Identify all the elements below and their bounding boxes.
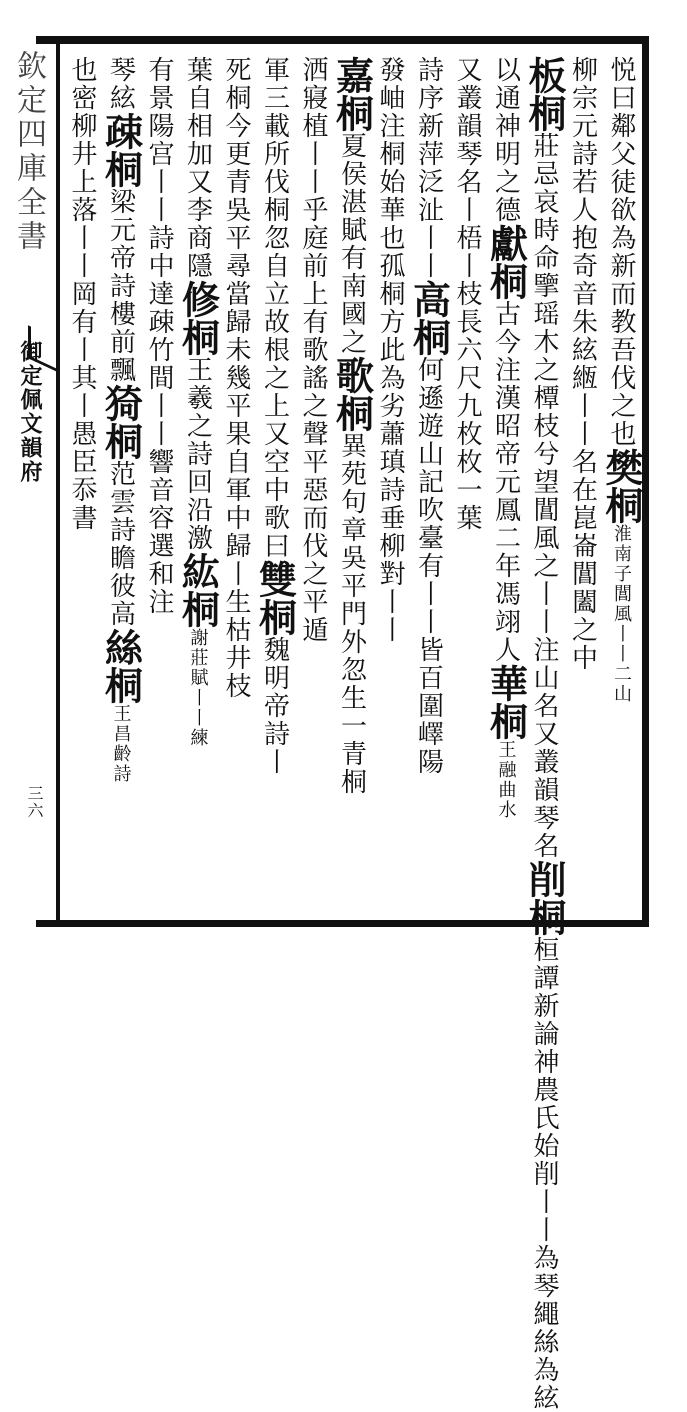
margin-strip bbox=[0, 40, 56, 920]
body-text: 梁元帝詩樓前飄 bbox=[105, 188, 136, 384]
annotation-text: 王昌齡詩 bbox=[110, 704, 132, 784]
text-column bbox=[98, 56, 144, 912]
entry-headword: 華桐 bbox=[483, 664, 529, 740]
text-column bbox=[522, 56, 567, 1412]
body-text: 丨梧丨枝長六尺九枚枚一葉 bbox=[452, 196, 482, 532]
body-text: 也 bbox=[67, 56, 97, 84]
body-text: 古今注漢昭帝元鳳二年馮翊人 bbox=[490, 300, 521, 664]
body-text: 軍三載所伐桐忽自立故根之上又空中歌曰 bbox=[259, 56, 290, 560]
body-text: 以通神明之德 bbox=[490, 56, 521, 224]
entry-headword: 削桐 bbox=[522, 860, 567, 936]
entry-headword: 修桐 bbox=[175, 280, 221, 356]
entry-headword: 高桐 bbox=[406, 280, 452, 356]
body-text: 柳宗元詩若人抱奇音朱絃緪丨丨名在崑崙閶闔之中 bbox=[567, 56, 598, 672]
body-text: 有景陽宫丨丨詩 bbox=[144, 56, 174, 252]
text-column bbox=[217, 56, 256, 912]
body-text: 響音容選和注 bbox=[144, 448, 174, 616]
annotation-text: 淮南子閶風丨丨二山 bbox=[611, 524, 632, 704]
text-column bbox=[448, 56, 487, 912]
text-column bbox=[599, 56, 644, 912]
text-column bbox=[140, 56, 179, 912]
body-text: 上有歌謠之聲平惡而伐之平遁 bbox=[298, 280, 328, 644]
book-title: 欽定四庫全書 bbox=[11, 50, 46, 254]
section-title: 御定佩文韻府 bbox=[17, 340, 43, 484]
body-text: 岡有丨其丨 bbox=[67, 280, 97, 420]
entry-headword: 嘉桐 bbox=[329, 56, 375, 132]
body-text: 異苑句章吳平門外忽生一青桐 bbox=[336, 432, 367, 796]
body-text: 王羲之詩回沿激 bbox=[182, 356, 213, 552]
body-text: 發岫注桐始華也 bbox=[375, 56, 405, 252]
body-text: 悦曰鄰父徒欲為新而教吾伐之也 bbox=[606, 56, 636, 448]
entry-headword: 歌桐 bbox=[329, 356, 375, 432]
body-text: 夏侯湛賦有南國之 bbox=[336, 132, 367, 356]
text-column bbox=[252, 56, 298, 912]
entry-headword: 樊桐 bbox=[599, 448, 644, 524]
annotation-text: 王融曲水 bbox=[495, 740, 517, 820]
body-text: 洒寢植丨丨乎庭前 bbox=[298, 56, 328, 280]
text-column bbox=[63, 56, 102, 912]
entry-headword: 板桐 bbox=[522, 56, 567, 132]
body-text: 莊忌哀時命擥瑶木之橝枝兮望閶風之丨丨注山名又叢韻琴名 bbox=[529, 132, 559, 860]
body-text: 魏明帝詩丨 bbox=[259, 636, 290, 776]
body-text: 葉自相加又李商隱 bbox=[182, 56, 213, 280]
text-column bbox=[294, 56, 333, 912]
body-text: 密柳井上落丨丨 bbox=[67, 84, 97, 280]
text-column bbox=[483, 56, 529, 912]
body-text: 范雲詩瞻彼高 bbox=[105, 460, 136, 628]
body-text: 桓譚新論神農氏始削丨丨為琴繩絲為絃 bbox=[529, 936, 559, 1412]
body-text: 琴絃 bbox=[105, 56, 136, 112]
body-text: 何遜遊山記吹臺有丨丨皆百圍嶧陽 bbox=[413, 356, 444, 776]
body-text: 愚臣忝書 bbox=[67, 420, 97, 532]
text-column bbox=[563, 56, 602, 912]
page-number: 三六 bbox=[25, 785, 44, 819]
text-column bbox=[175, 56, 221, 912]
entry-headword: 雙桐 bbox=[252, 560, 298, 636]
text-column bbox=[406, 56, 452, 912]
margin-divider bbox=[56, 44, 60, 920]
body-text: 中達疎竹間丨丨 bbox=[144, 252, 174, 448]
entry-headword: 疎桐 bbox=[98, 112, 144, 188]
text-column bbox=[371, 56, 410, 912]
body-text: 死桐今更青吳平尋當歸未幾平果自軍中歸丨生枯井枝 bbox=[221, 56, 251, 700]
entry-headword: 紘桐 bbox=[175, 552, 221, 628]
entry-headword: 猗桐 bbox=[98, 384, 144, 460]
text-column bbox=[329, 56, 375, 912]
body-text: 詩序新萍泛沚丨丨 bbox=[413, 56, 444, 280]
body-text: 孤桐方此為劣蕭瑱詩垂柳對丨丨 bbox=[375, 252, 405, 644]
entry-headword: 絲桐 bbox=[98, 628, 144, 704]
body-text: 又叢韻琴名 bbox=[452, 56, 482, 196]
annotation-text: 謝莊賦丨丨練 bbox=[187, 628, 209, 748]
text-body bbox=[62, 56, 644, 1412]
top-border bbox=[36, 36, 648, 44]
entry-headword: 獻桐 bbox=[483, 224, 529, 300]
